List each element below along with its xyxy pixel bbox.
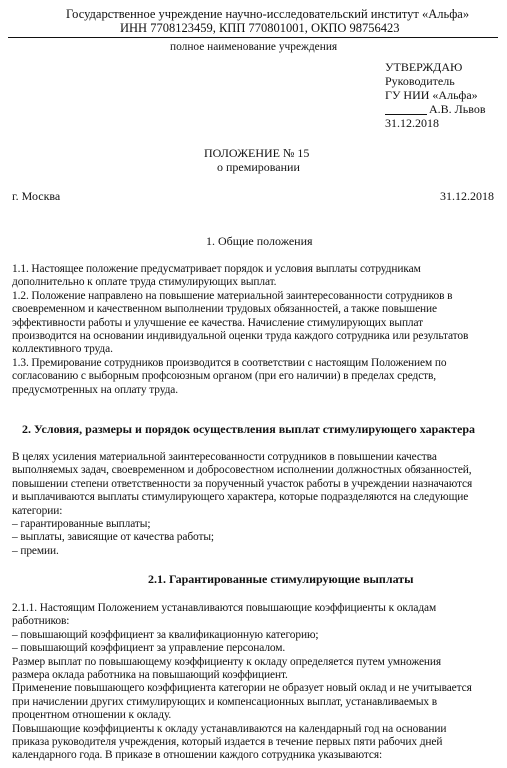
- paragraph-line: производится на основании индивидуальной оценки труда каждого сотрудника или результатов: [12, 330, 469, 343]
- section-2-body: [12, 451, 498, 558]
- header-rule: [8, 37, 498, 38]
- document-subtitle: о премировании: [217, 160, 300, 174]
- paragraph-line: дополнительно к оплате труда стимулирующих выплат.: [12, 276, 277, 289]
- paragraph-line: повышении степени ответственности за порученный участок работы в учреждении назначаются: [12, 477, 473, 490]
- list-item: – повышающий коэффициент за квалификационную категорию;: [12, 628, 319, 641]
- paragraph-line: при начислении других стимулирующих и компенсационных выплат, устанавливаемых в: [12, 695, 438, 708]
- paragraph-line: выполняемых задач, своевременном и добросовестном исполнении должностных обязанностей,: [12, 464, 472, 477]
- list-item: – выплаты, зависящие от качества работы;: [12, 531, 214, 544]
- signature-line: [385, 114, 427, 115]
- paragraph-line: приказа руководителя учреждения, который издается в течение первых пяти рабочих дней: [12, 736, 443, 749]
- org-caption: полное наименование учреждения: [170, 41, 338, 53]
- paragraph-line: предусмотренных на оплату труда.: [12, 383, 178, 396]
- paragraph-line: и выплачиваются выплаты стимулирующего характера, которые подразделяются на следующие: [12, 491, 469, 504]
- document-title: ПОЛОЖЕНИЕ № 15: [204, 146, 310, 160]
- approval-organization: ГУ НИИ «Альфа»: [385, 88, 478, 102]
- paragraph-line: 2.1.1. Настоящим Положением устанавливаются повышающие коэффициенты к окладам: [12, 602, 437, 614]
- paragraph-line: согласованию с выборным профсоюзным органом (при его наличии) в пределах средств,: [12, 370, 437, 383]
- section-1-heading: 1. Общие положения: [206, 234, 313, 248]
- paragraph-line: Применение повышающего коэффициента категории не образует новый оклад и не учитывается: [12, 682, 472, 695]
- paragraph-line: размера оклада работника на повышающий коэффициент.: [12, 669, 288, 682]
- paragraph-line: Повышающие коэффициенты к окладу устанавливаются на календарный год на основании: [12, 722, 447, 735]
- paragraph-line: коллективного труда.: [12, 343, 113, 356]
- paragraph-line: своевременном и качественном выполнении трудовых обязанностей, а также повышение: [12, 303, 437, 316]
- section-2-1-body: [12, 602, 498, 763]
- paragraph-line: В целях усиления материальной заинтересованности сотрудников в повышении качества: [12, 451, 437, 463]
- list-item: – премии.: [12, 544, 59, 557]
- paragraph-line: эффективности работы и улучшение ее качества. Начисление стимулирующих выплат: [12, 316, 424, 329]
- org-name: Государственное учреждение научно-исследовательский институт «Альфа»: [66, 7, 470, 21]
- document-date: 31.12.2018: [440, 189, 494, 203]
- list-item: – повышающий коэффициент за управление персоналом.: [12, 642, 286, 655]
- approval-signer: А.В. Львов: [429, 102, 486, 116]
- section-2-heading: 2. Условия, размеры и порядок осуществления выплат стимулирующего характера: [22, 422, 476, 436]
- section-1-body: [12, 263, 498, 397]
- paragraph-line: процентном отношении к окладу.: [12, 709, 172, 722]
- paragraph-line: работников:: [12, 615, 70, 628]
- section-2-1-heading: 2.1. Гарантированные стимулирующие выплаты: [148, 572, 414, 586]
- document-place: г. Москва: [12, 189, 61, 203]
- paragraph-line: календарного года. В приказе в отношении каждого сотрудника указываются:: [12, 749, 383, 762]
- approval-position: Руководитель: [385, 74, 455, 88]
- list-item: – гарантированные выплаты;: [12, 518, 151, 531]
- paragraph-line: категории:: [12, 504, 63, 517]
- paragraph-line: 1.1. Настоящее положение предусматривает порядок и условия выплаты сотрудникам: [12, 263, 421, 275]
- paragraph-line: Размер выплат по повышающему коэффициенту к окладу определяется путем умножения: [12, 655, 442, 668]
- approval-stamp: УТВЕРЖДАЮ: [385, 60, 463, 74]
- paragraph-line: 1.2. Положение направлено на повышение материальной заинтересованности сотрудников в: [12, 289, 453, 302]
- approval-date: 31.12.2018: [385, 116, 439, 130]
- org-codes: ИНН 7708123459, КПП 770801001, ОКПО 98756423: [120, 21, 400, 35]
- paragraph-line: 1.3. Премирование сотрудников производится в соответствии с настоящим Положением по: [12, 356, 447, 369]
